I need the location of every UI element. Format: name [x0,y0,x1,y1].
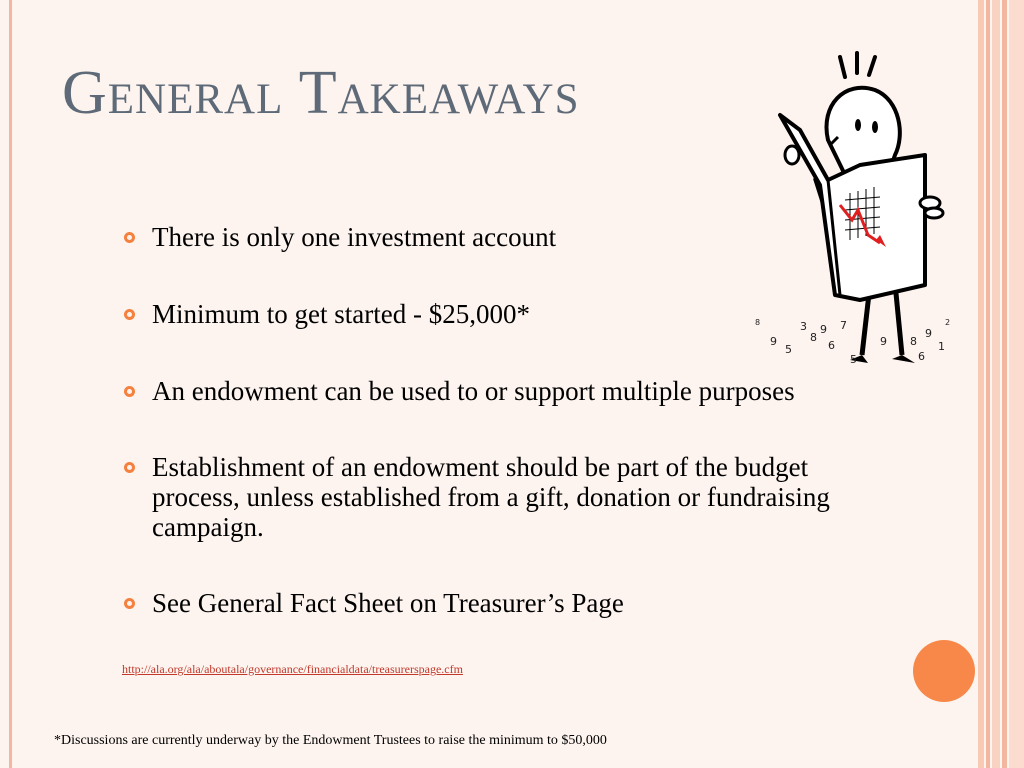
right-stripe [978,0,984,768]
svg-text:9: 9 [880,335,887,348]
right-stripe [992,0,1000,768]
svg-text:1: 1 [938,340,945,353]
svg-text:8: 8 [910,335,917,348]
svg-text:8: 8 [755,318,761,327]
svg-text:7: 7 [840,319,847,332]
bullet-text: Establishment of an endowment should be part of the budget process, unless established from a gift, donation or fundraising campaign. [152,452,830,542]
bullet-circle-icon [124,309,135,320]
bullet-item [122,376,882,406]
bullet-text: An endowment can be used to or support multiple purposes [152,376,795,406]
treasurers-page-link[interactable]: http://ala.org/ala/aboutala/governance/financialdata/treasurerspage.cfm [122,662,463,676]
svg-text:2: 2 [945,318,951,327]
slide-title: General Takeaways [62,59,580,127]
footnote: *Discussions are currently underway by the Endowment Trustees to raise the minimum to $50,000 [54,733,607,748]
scattered-numbers [755,318,950,366]
svg-text:9: 9 [925,327,932,340]
bullet-text: Minimum to get started - $25,000* [152,299,530,329]
right-stripe [986,0,990,768]
svg-text:6: 6 [828,339,835,352]
bullet-text: See General Fact Sheet on Treasurer’s Page [152,588,624,618]
bullet-circle-icon [124,232,135,243]
svg-text:3: 3 [800,320,807,333]
bullet-text: There is only one investment account [152,222,557,252]
bullet-circle-icon [124,386,135,397]
right-stripe [1002,0,1007,768]
person-reading-newspaper-icon [710,45,965,375]
svg-text:5: 5 [850,353,857,366]
right-stripe [1009,0,1024,768]
svg-text:5: 5 [785,343,792,356]
svg-text:9: 9 [770,335,777,348]
svg-text:9: 9 [820,323,827,336]
svg-text:8: 8 [810,331,817,344]
orange-circle-decoration [913,640,975,702]
bullet-item [122,452,882,542]
left-border-rule [9,0,12,768]
bullet-circle-icon [124,598,135,609]
svg-text:6: 6 [918,350,925,363]
bullet-circle-icon [124,462,135,473]
bullet-item [122,588,882,618]
